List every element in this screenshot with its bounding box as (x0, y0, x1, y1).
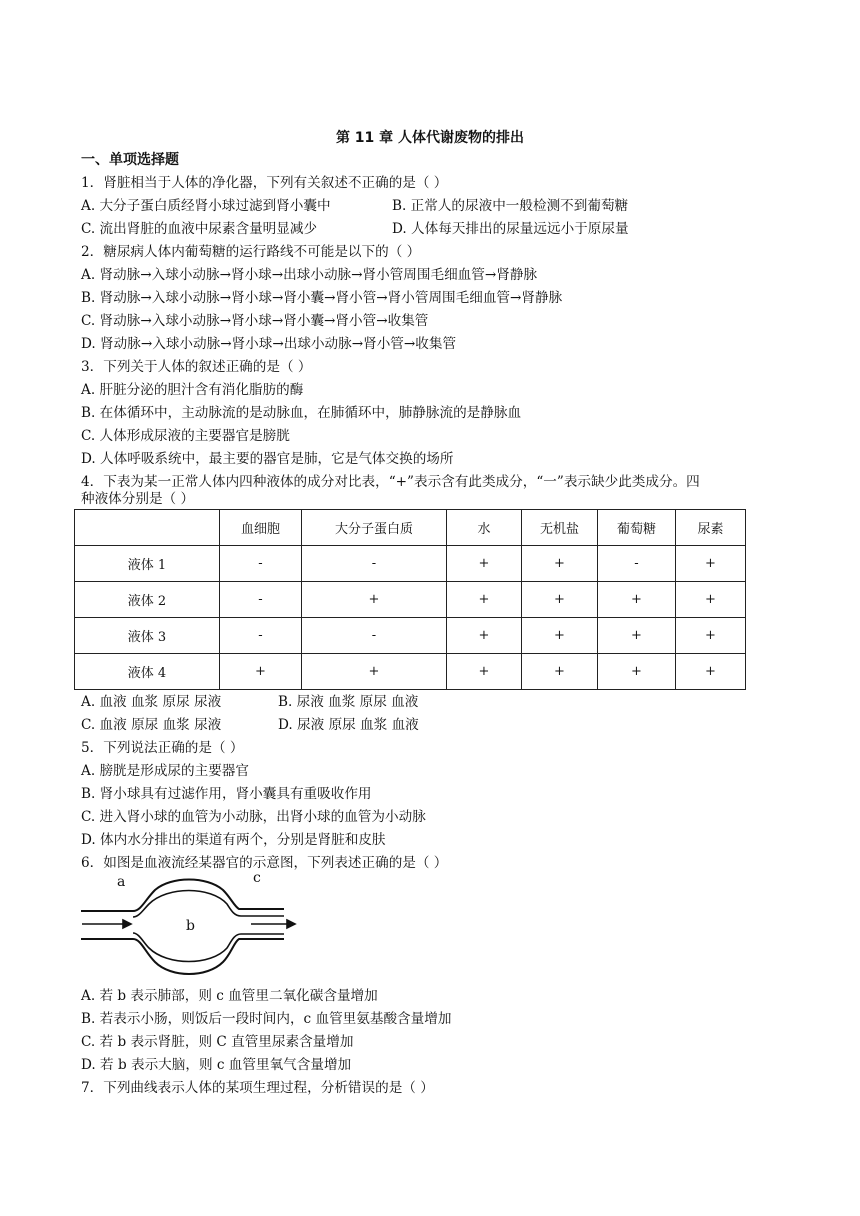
table-header-row (75, 510, 746, 546)
q5-option-d: D. 体内水分排出的渠道有两个，分别是肾脏和皮肤 (81, 832, 386, 848)
q2-option-b: B. 肾动脉→入球小动脉→肾小球→肾小囊→肾小管→肾小管周围毛细血管→肾静脉 (81, 290, 563, 306)
q4-option-b: B. 尿液 血浆 原尿 血液 (278, 694, 419, 710)
page-title: 第 11 章 人体代谢废物的排出 (335, 130, 525, 146)
q4-stem-line1: 4．下表为某一正常人体内四种液体的成分对比表，“+”表示含有此类成分，“一”表示缺少此类成分。四 (81, 474, 700, 490)
table-header-cell: 葡萄糖 (598, 510, 676, 546)
q5-option-a: A. 膀胱是形成尿的主要器官 (81, 763, 249, 779)
table-cell: 液体 1 (75, 546, 220, 582)
q6-option-b: B. 若表示小肠，则饭后一段时间内，c 血管里氨基酸含量增加 (81, 1011, 452, 1027)
q7-stem: 7．下列曲线表示人体的某项生理过程，分析错误的是（ ） (81, 1080, 434, 1096)
table-header-cell: 无机盐 (522, 510, 598, 546)
table-cell: - (220, 618, 302, 654)
table-cell: + (522, 546, 598, 582)
table-cell: + (598, 618, 676, 654)
table-cell: - (220, 546, 302, 582)
table-cell: - (302, 546, 447, 582)
table-cell: 液体 4 (75, 654, 220, 690)
table-cell: + (447, 582, 522, 618)
table-header-cell: 血细胞 (220, 510, 302, 546)
table-cell: + (447, 546, 522, 582)
q2-option-d: D. 肾动脉→入球小动脉→肾小球→出球小动脉→肾小管→收集管 (81, 336, 457, 352)
q1-option-c: C. 流出肾脏的血液中尿素含量明显减少 (81, 221, 318, 237)
table-cell: + (302, 654, 447, 690)
table-cell: + (522, 618, 598, 654)
table-cell: + (447, 654, 522, 690)
diagram-label-c: c (253, 870, 261, 886)
table-header-cell (75, 510, 220, 546)
q1-option-b: B. 正常人的尿液中一般检测不到葡萄糖 (392, 198, 629, 214)
q4-stem-line2: 种液体分别是（ ） (81, 491, 195, 507)
q1-option-a: A. 大分子蛋白质经肾小球过滤到肾小囊中 (81, 198, 331, 214)
diagram-label-a: a (117, 874, 126, 890)
diagram-label-b: b (186, 918, 195, 934)
q5-option-b: B. 肾小球具有过滤作用，肾小囊具有重吸收作用 (81, 786, 372, 802)
table-cell: + (676, 546, 746, 582)
table-row (75, 582, 746, 618)
table-cell: + (676, 618, 746, 654)
q3-option-b: B. 在体循环中，主动脉流的是动脉血，在肺循环中，肺静脉流的是静脉血 (81, 405, 522, 421)
table-row (75, 618, 746, 654)
q1-stem: 1．肾脏相当于人体的净化器，下列有关叙述不正确的是（ ） (81, 175, 448, 191)
q5-option-c: C. 进入肾小球的血管为小动脉，出肾小球的血管为小动脉 (81, 809, 426, 825)
table-row (75, 546, 746, 582)
q2-option-a: A. 肾动脉→入球小动脉→肾小球→出球小动脉→肾小管周围毛细血管→肾静脉 (81, 267, 538, 283)
table-cell: - (220, 582, 302, 618)
table-cell: + (522, 654, 598, 690)
table-cell: - (302, 618, 447, 654)
table-row (75, 654, 746, 690)
q2-stem: 2．糖尿病人体内葡萄糖的运行路线不可能是以下的（ ） (81, 244, 421, 260)
table-header-cell: 水 (447, 510, 522, 546)
q6-option-d: D. 若 b 表示大脑，则 c 血管里氧气含量增加 (81, 1057, 352, 1073)
table-cell: + (598, 582, 676, 618)
fluid-composition-table (74, 509, 746, 690)
q3-stem: 3．下列关于人体的叙述正确的是（ ） (81, 359, 312, 375)
q3-option-a: A. 肝脏分泌的胆汁含有消化脂肪的酶 (81, 382, 304, 398)
table-cell: 液体 3 (75, 618, 220, 654)
table-cell: + (676, 654, 746, 690)
table-cell: + (676, 582, 746, 618)
table-cell: + (447, 618, 522, 654)
table-cell: 液体 2 (75, 582, 220, 618)
q3-option-d: D. 人体呼吸系统中，最主要的器官是肺，它是气体交换的场所 (81, 451, 454, 467)
q5-stem: 5．下列说法正确的是（ ） (81, 740, 244, 756)
table-header-cell: 尿素 (676, 510, 746, 546)
q4-option-d: D. 尿液 原尿 血浆 血液 (278, 717, 419, 733)
q6-option-a: A. 若 b 表示肺部，则 c 血管里二氧化碳含量增加 (81, 988, 378, 1004)
table-cell: + (302, 582, 447, 618)
q3-option-c: C. 人体形成尿液的主要器官是膀胱 (81, 428, 290, 444)
table-cell: + (598, 654, 676, 690)
q4-option-c: C. 血液 原尿 血浆 尿液 (81, 717, 222, 733)
q1-option-d: D. 人体每天排出的尿量远远小于原尿量 (392, 221, 629, 237)
q6-option-c: C. 若 b 表示肾脏，则 C 直管里尿素含量增加 (81, 1034, 354, 1050)
q2-option-c: C. 肾动脉→入球小动脉→肾小球→肾小囊→肾小管→收集管 (81, 313, 429, 329)
q4-option-a: A. 血液 血浆 原尿 尿液 (81, 694, 222, 710)
section-heading: 一、单项选择题 (81, 152, 179, 168)
table-cell: + (220, 654, 302, 690)
table-header-cell: 大分子蛋白质 (302, 510, 447, 546)
table-cell: - (598, 546, 676, 582)
q6-stem: 6．如图是血液流经某器官的示意图，下列表述正确的是（ ） (81, 855, 448, 871)
table-cell: + (522, 582, 598, 618)
